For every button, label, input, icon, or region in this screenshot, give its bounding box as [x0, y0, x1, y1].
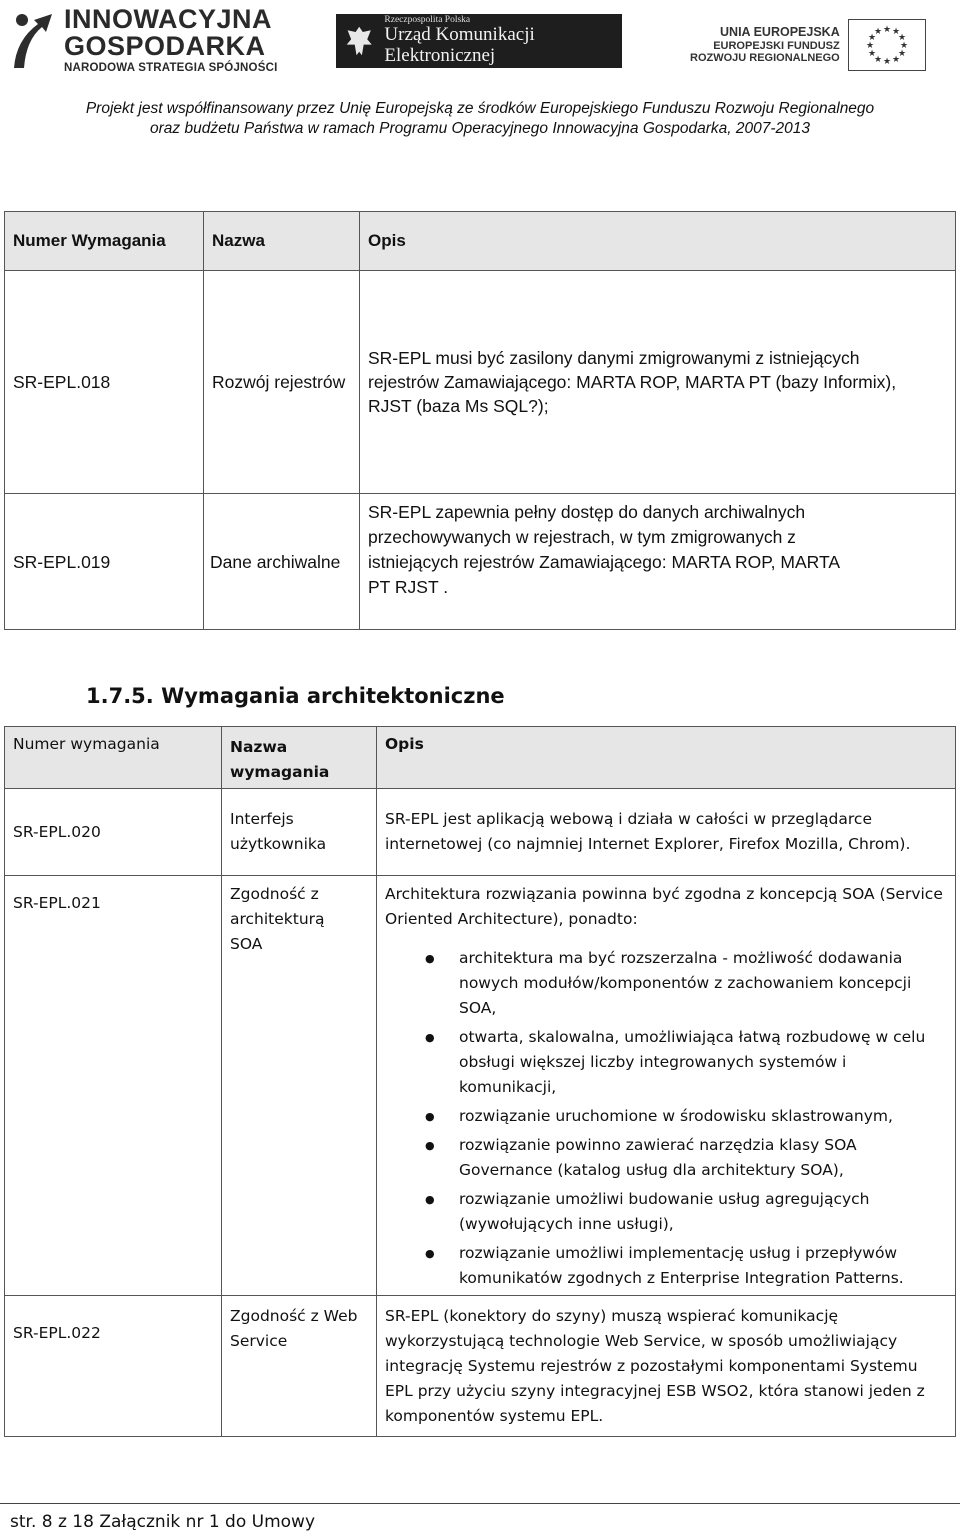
table-row: [5, 789, 956, 876]
logo-left-line1: INNOWACYJNA: [64, 3, 273, 34]
svg-text:★: ★: [899, 41, 908, 51]
requirement-name: Zgodność z architekturą SOA: [222, 876, 377, 1296]
logo-right-line2: EUROPEJSKI FUNDUSZ: [713, 39, 840, 52]
svg-text:★: ★: [867, 33, 876, 43]
requirement-name: Interfejs użytkownika: [222, 789, 377, 876]
footer-divider: [0, 1503, 960, 1504]
requirement-description: SR-EPL zapewnia pełny dostęp do danych archiwalnych przechowywanych w rejestrach, w tym zmigrowanych z istniejących rejestrów Zamawiającego: MARTA ROP, MARTA PT RJST .: [360, 494, 956, 630]
svg-text:★: ★: [873, 27, 882, 37]
requirement-description: SR-EPL musi być zasilony danymi zmigrowanymi z istniejących rejestrów Zamawiającego: MARTA ROP, MARTA PT (bazy Informix), RJST (baza Ms SQL?);: [360, 271, 956, 494]
svg-text:★: ★: [873, 55, 882, 65]
requirement-description-cell: [377, 876, 956, 1296]
table-header-row: [5, 212, 956, 271]
list-item: ● rozwiązanie umożliwi implementację usług i przepływów komunikatów zgodnych z Enterprise Integration Patterns.: [459, 1241, 945, 1291]
svg-text:★: ★: [897, 49, 906, 59]
table-row: [5, 876, 956, 1296]
uke-logo: [336, 14, 622, 68]
requirement-id: SR-EPL.020: [5, 789, 222, 876]
logo-left-line3: NARODOWA STRATEGIA SPÓJNOŚCI: [64, 61, 278, 74]
requirement-name: Dane archiwalne: [204, 494, 360, 630]
requirement-description: SR-EPL jest aplikacją webową i działa w całości w przeglądarce internetowej (co najmniej Internet Explorer, Firefox Mozilla, Chrom).: [377, 789, 956, 876]
requirement-description: Architektura rozwiązania powinna być zgodna z koncepcją SOA (Service Oriented Architecture), ponadto:: [385, 885, 943, 928]
requirement-id: SR-EPL.018: [5, 271, 204, 494]
logo-center-line1: Rzeczpospolita Polska: [384, 14, 471, 25]
table-row: [5, 1296, 956, 1437]
ig-emblem-icon: [8, 10, 56, 70]
eu-logo: [690, 18, 952, 72]
svg-text:★: ★: [891, 27, 900, 37]
logo-right-line1: UNIA EUROPEJSKA: [720, 25, 840, 40]
header-name: Nazwa wymagania: [222, 727, 377, 789]
list-item: ● rozwiązanie umożliwi budowanie usług agregujących (wywołujących inne usługi),: [459, 1187, 945, 1237]
svg-text:★: ★: [882, 57, 891, 67]
table-row: [5, 271, 956, 494]
logo-right-line3: ROZWOJU REGIONALNEGO: [690, 52, 840, 65]
innowacyjna-gospodarka-logo: [8, 4, 290, 76]
header-number: Numer Wymagania: [5, 212, 204, 271]
svg-text:★: ★: [882, 25, 891, 35]
requirement-bullet-list: [385, 946, 945, 1291]
table-header-row: [5, 727, 956, 789]
svg-text:★: ★: [891, 55, 900, 65]
header-name: Nazwa: [204, 212, 360, 271]
requirement-name: Rozwój rejestrów: [204, 271, 360, 494]
list-item: ● rozwiązanie powinno zawierać narzędzia klasy SOA Governance (katalog usług dla architektury SOA),: [459, 1133, 945, 1183]
requirement-id: SR-EPL.022: [5, 1296, 222, 1437]
requirements-table-1: [4, 211, 956, 630]
list-item: ● rozwiązanie uruchomione w środowisku sklastrowanym,: [459, 1104, 945, 1129]
requirement-description: SR-EPL (konektory do szyny) muszą wspierać komunikację wykorzystującą technologie Web Service, w sposób umożliwiający integrację Systemu rejestrów z pozostałymi komponentami Systemu EPL przy użyciu szyny integracyjnej ESB WSO2, która stanowi jeden z komponentów systemu EPL.: [377, 1296, 956, 1437]
header-number: Numer wymagania: [5, 727, 222, 789]
section-heading: 1.7.5. Wymagania architektoniczne: [86, 684, 505, 708]
requirement-id: SR-EPL.019: [5, 494, 204, 630]
funding-note-line1: Projekt jest współfinansowany przez Unię Europejską ze środków Europejskiego Funduszu Rozwoju Regionalnego: [85, 100, 875, 117]
list-item: ● otwarta, skalowalna, umożliwiająca łatwą rozbudowę w celu obsługi większej liczby integrowanych systemów i komunikacji,: [459, 1025, 945, 1100]
requirement-id: SR-EPL.021: [5, 876, 222, 1296]
svg-text:★: ★: [865, 41, 874, 51]
eu-flag-icon: [848, 19, 926, 71]
list-item: ● architektura ma być rozszerzalna - możliwość dodawania nowych modułów/komponentów z zachowaniem koncepcji SOA,: [459, 946, 945, 1021]
svg-text:★: ★: [897, 33, 906, 43]
logo-center-line2: Urząd Komunikacji Elektronicznej: [384, 24, 535, 67]
page-footer: str. 8 z 18 Załącznik nr 1 do Umowy: [10, 1512, 316, 1532]
svg-text:★: ★: [867, 49, 876, 59]
header-description: Opis: [360, 212, 956, 271]
funding-note-line2: oraz budżetu Państwa w ramach Programu Operacyjnego Innowacyjna Gospodarka, 2007-2013: [150, 120, 810, 137]
requirement-name: Zgodność z Web Service: [222, 1296, 377, 1437]
requirements-table-2: [4, 726, 956, 1437]
eagle-emblem-icon: [344, 21, 374, 61]
header-description: Opis: [377, 727, 956, 789]
table-row: [5, 494, 956, 630]
logo-left-line2: GOSPODARKA: [64, 30, 266, 61]
